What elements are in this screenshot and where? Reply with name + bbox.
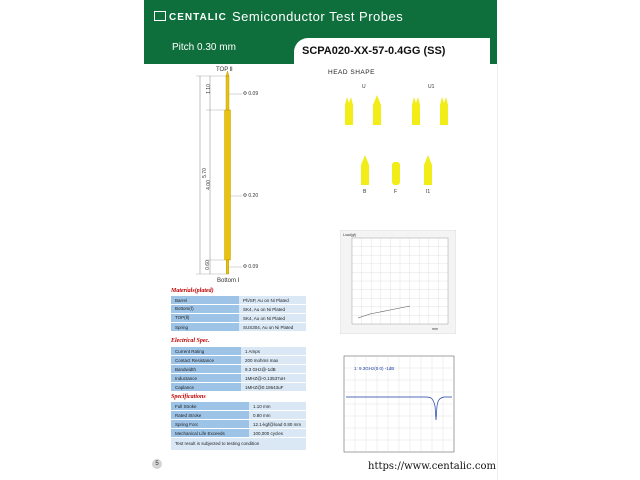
logo-text: CENTALIC bbox=[169, 12, 227, 23]
head-label-u: U bbox=[362, 84, 366, 90]
electrical-value: 200 mohms max bbox=[241, 356, 306, 365]
probe-bottom-label: Bottom Ⅰ bbox=[217, 278, 240, 284]
specifications-table bbox=[171, 402, 306, 438]
force-y-label: Load(gf) bbox=[343, 233, 357, 237]
materials-key: Barrel bbox=[171, 296, 239, 305]
dim-bottom-length: 0.60 bbox=[204, 260, 211, 270]
head-label-u1: U1 bbox=[428, 84, 435, 90]
sparam-marker-text: 1: 9.3GHz(0.0) -1dB bbox=[354, 366, 395, 371]
materials-table bbox=[171, 296, 306, 332]
materials-value: SUS304, Au on Ni Plated bbox=[239, 323, 306, 332]
specifications-title: Specifications bbox=[171, 394, 206, 400]
spec-value: 12.1-kgf@load 0.80 mm bbox=[249, 420, 306, 429]
force-x-label: mm bbox=[432, 327, 438, 331]
logo-icon bbox=[154, 11, 166, 21]
electrical-value: 1 Amps bbox=[241, 347, 306, 356]
table-row bbox=[171, 305, 306, 314]
materials-key: Bottom(Ⅰ) bbox=[171, 305, 239, 314]
head-shape-title: HEAD SHAPE bbox=[328, 69, 375, 76]
table-row bbox=[171, 383, 306, 392]
head-u1 bbox=[412, 97, 448, 125]
probe-top-plunger bbox=[226, 76, 229, 110]
dim-mid-diameter: Φ 0.20 bbox=[243, 193, 259, 199]
spec-value: 1.10 mm bbox=[249, 402, 306, 411]
electrical-key: Inductance bbox=[171, 374, 241, 383]
electrical-key: Current Rating bbox=[171, 347, 241, 356]
brand-logo bbox=[154, 11, 227, 23]
head-u bbox=[345, 95, 381, 125]
dim-total: 5.70 bbox=[201, 168, 208, 178]
spec-key: Rated Stroke bbox=[171, 411, 249, 420]
materials-key: Spring bbox=[171, 323, 239, 332]
table-row bbox=[171, 356, 306, 365]
spec-value: 100,000 cycles bbox=[249, 429, 306, 438]
website-url[interactable]: https://www.centalic.com bbox=[368, 461, 497, 472]
table-row bbox=[171, 323, 306, 332]
probe-barrel bbox=[225, 110, 231, 260]
materials-value: SK4, Au on Ni Plated bbox=[239, 305, 306, 314]
spec-key: Mechanical Life Exceeds bbox=[171, 429, 249, 438]
dim-barrel: 4.00 bbox=[205, 180, 212, 190]
table-row bbox=[171, 296, 306, 305]
electrical-key: Contact Resistance bbox=[171, 356, 241, 365]
electrical-value: 1MHZ@-0.13537uH bbox=[241, 374, 306, 383]
head-f bbox=[392, 162, 400, 185]
spec-key: Spring Forc bbox=[171, 420, 249, 429]
dim-bottom-diameter: Φ 0.09 bbox=[243, 264, 259, 270]
materials-key: TOP(Ⅱ) bbox=[171, 314, 239, 323]
table-row bbox=[171, 402, 306, 411]
test-note: Test result is subjected to testing condition bbox=[171, 438, 306, 450]
table-row bbox=[171, 374, 306, 383]
electrical-value: 1MHZ@0.18643uF bbox=[241, 383, 306, 392]
spec-value: 0.80 mm bbox=[249, 411, 306, 420]
table-row bbox=[171, 420, 306, 429]
head-label-b: B bbox=[363, 189, 367, 195]
dim-top-length: 1.10 bbox=[205, 84, 212, 94]
probe-top-label: TOP Ⅱ bbox=[216, 67, 233, 73]
electrical-key: Caplance bbox=[171, 383, 241, 392]
head-label-i1: I1 bbox=[426, 189, 431, 195]
table-row bbox=[171, 429, 306, 438]
materials-value: SK4, Au on Ni Plated bbox=[239, 314, 306, 323]
probe-bottom-plunger bbox=[226, 260, 229, 274]
header-band bbox=[144, 0, 497, 64]
materials-value: Ph/SP, Au on Ni Plated bbox=[239, 296, 306, 305]
table-row bbox=[171, 411, 306, 420]
electrical-key: Bandwidth bbox=[171, 365, 241, 374]
head-label-f: F bbox=[394, 189, 398, 195]
model-number: SCPA020-XX-57-0.4GG (SS) bbox=[302, 45, 446, 57]
dim-top-diameter: Φ 0.09 bbox=[243, 91, 259, 97]
force-chart bbox=[340, 230, 456, 334]
head-shape-diagrams bbox=[330, 80, 470, 200]
table-row bbox=[171, 365, 306, 374]
pitch-label: Pitch 0.30 mm bbox=[172, 42, 236, 53]
head-b bbox=[361, 155, 369, 185]
electrical-value: 9.3 GHz@-1dB bbox=[241, 365, 306, 374]
spec-key: Full Stroke bbox=[171, 402, 249, 411]
table-row bbox=[171, 347, 306, 356]
electrical-table bbox=[171, 347, 306, 392]
electrical-title: Electrical Spec. bbox=[171, 338, 210, 344]
materials-title: Materials(plated) bbox=[171, 288, 214, 294]
table-row bbox=[171, 314, 306, 323]
page-title: Semiconductor Test Probes bbox=[232, 9, 404, 24]
model-tab bbox=[294, 38, 490, 64]
sparam-chart bbox=[336, 346, 460, 458]
page-number: 5 bbox=[152, 459, 162, 469]
head-i1 bbox=[424, 155, 432, 185]
